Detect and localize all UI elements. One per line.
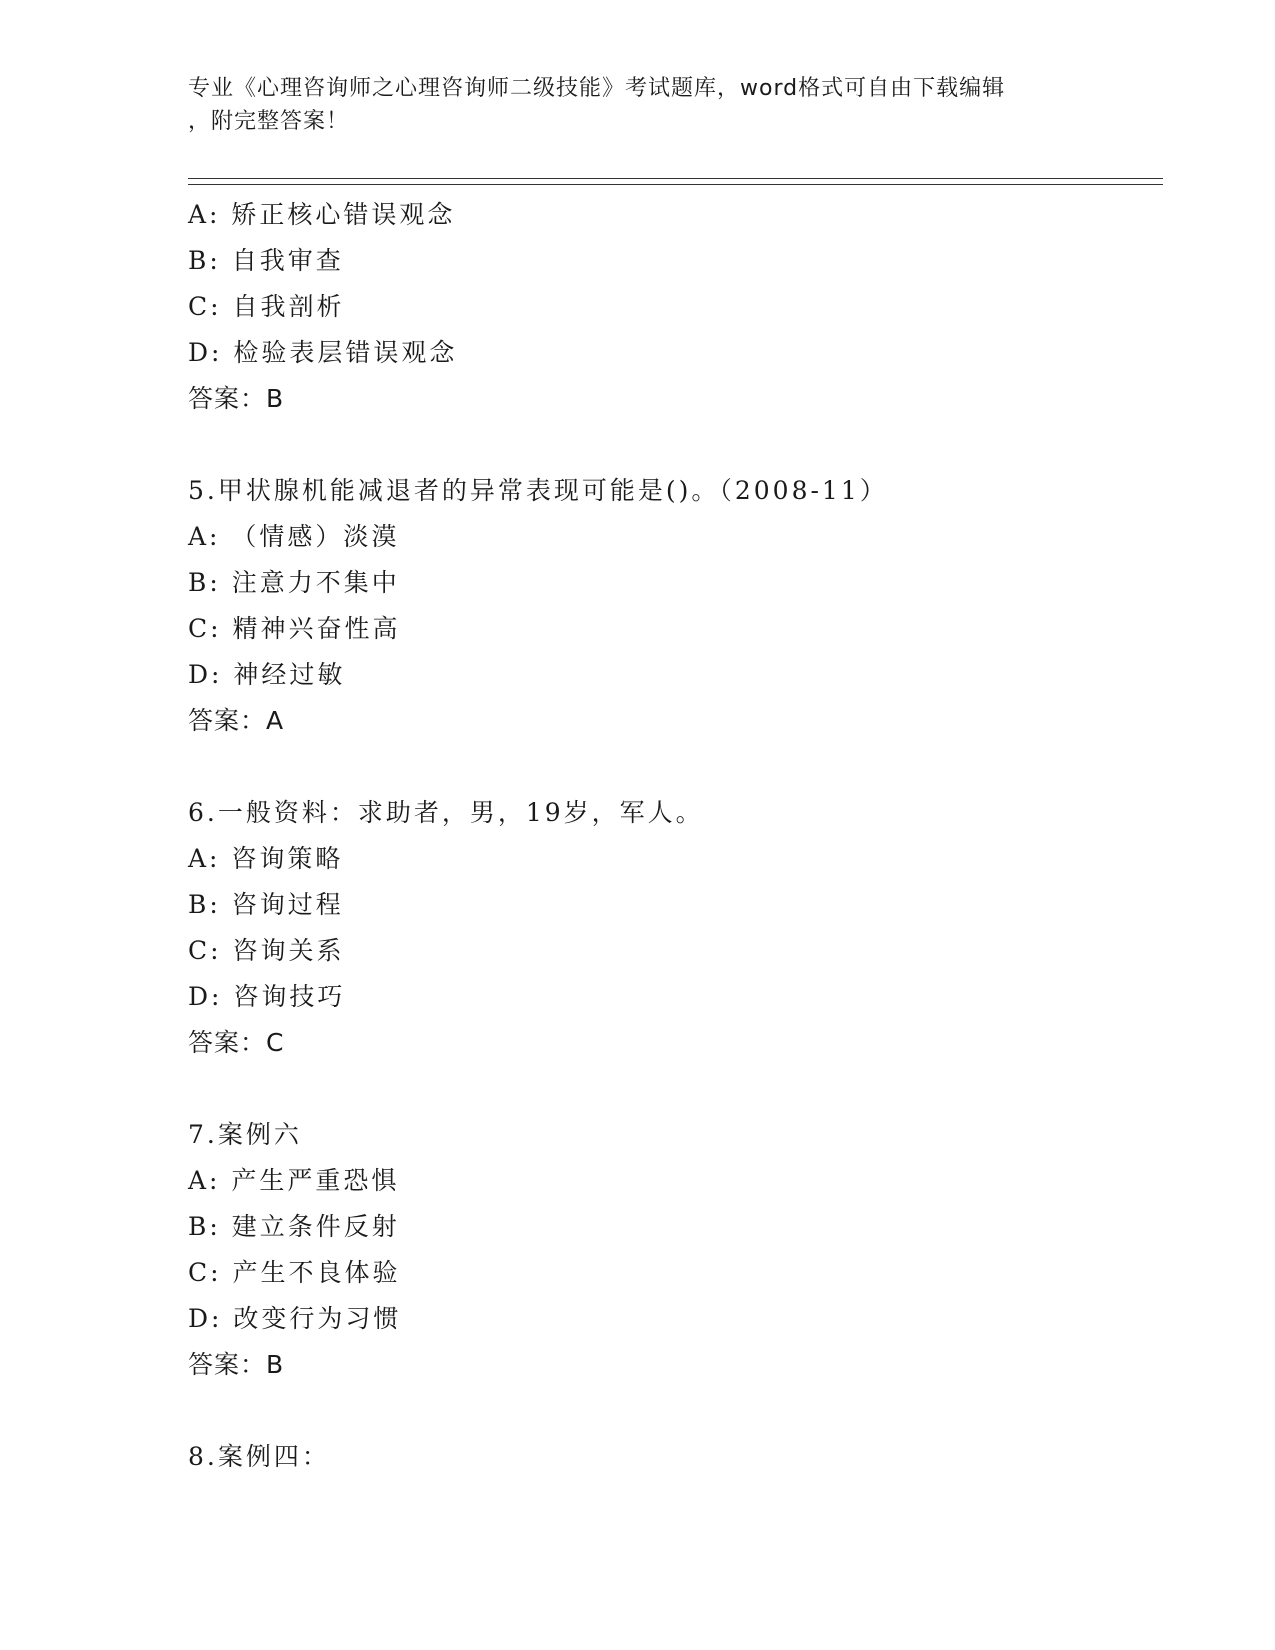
option-b: B: 咨询过程 (188, 890, 344, 919)
header-line-1: 专业《心理咨询师之心理咨询师二级技能》考试题库，word格式可自由下载编辑 (188, 76, 1006, 101)
question-list (188, 192, 1148, 1480)
option-b: B: 自我审查 (188, 246, 344, 275)
question-block-7 (188, 1112, 1148, 1388)
option-a: A: 产生严重恐惧 (188, 1166, 400, 1195)
option-d: D: 改变行为习惯 (188, 1304, 402, 1333)
question-block-partial (188, 192, 1148, 422)
question-stem: 6.一般资料：求助者，男，19岁，军人。 (188, 798, 704, 827)
option-c: C: 咨询关系 (188, 936, 345, 965)
option-d: D: 神经过敏 (188, 660, 346, 689)
option-b: B: 建立条件反射 (188, 1212, 400, 1241)
document-header (188, 72, 1088, 138)
answer-line: 答案：B (188, 384, 285, 413)
header-divider (188, 178, 1163, 185)
question-stem: 5.甲状腺机能减退者的异常表现可能是()。（2008-11） (188, 476, 888, 505)
option-d: D: 检验表层错误观念 (188, 338, 458, 367)
option-a: A: 咨询策略 (188, 844, 344, 873)
answer-line: 答案：C (188, 1028, 285, 1057)
question-block-5 (188, 468, 1148, 744)
header-line-2: ，附完整答案！ (188, 109, 350, 134)
option-c: C: 自我剖析 (188, 292, 345, 321)
question-block-6 (188, 790, 1148, 1066)
option-c: C: 精神兴奋性高 (188, 614, 401, 643)
option-b: B: 注意力不集中 (188, 568, 400, 597)
answer-line: 答案：A (188, 706, 285, 735)
option-a: A: 矫正核心错误观念 (188, 200, 456, 229)
question-stem: 7.案例六 (188, 1120, 302, 1149)
question-block-8 (188, 1434, 1148, 1480)
option-d: D: 咨询技巧 (188, 982, 346, 1011)
question-stem: 8.案例四： (188, 1442, 330, 1471)
option-c: C: 产生不良体验 (188, 1258, 401, 1287)
answer-line: 答案：B (188, 1350, 285, 1379)
option-a: A: （情感）淡漠 (188, 522, 400, 551)
